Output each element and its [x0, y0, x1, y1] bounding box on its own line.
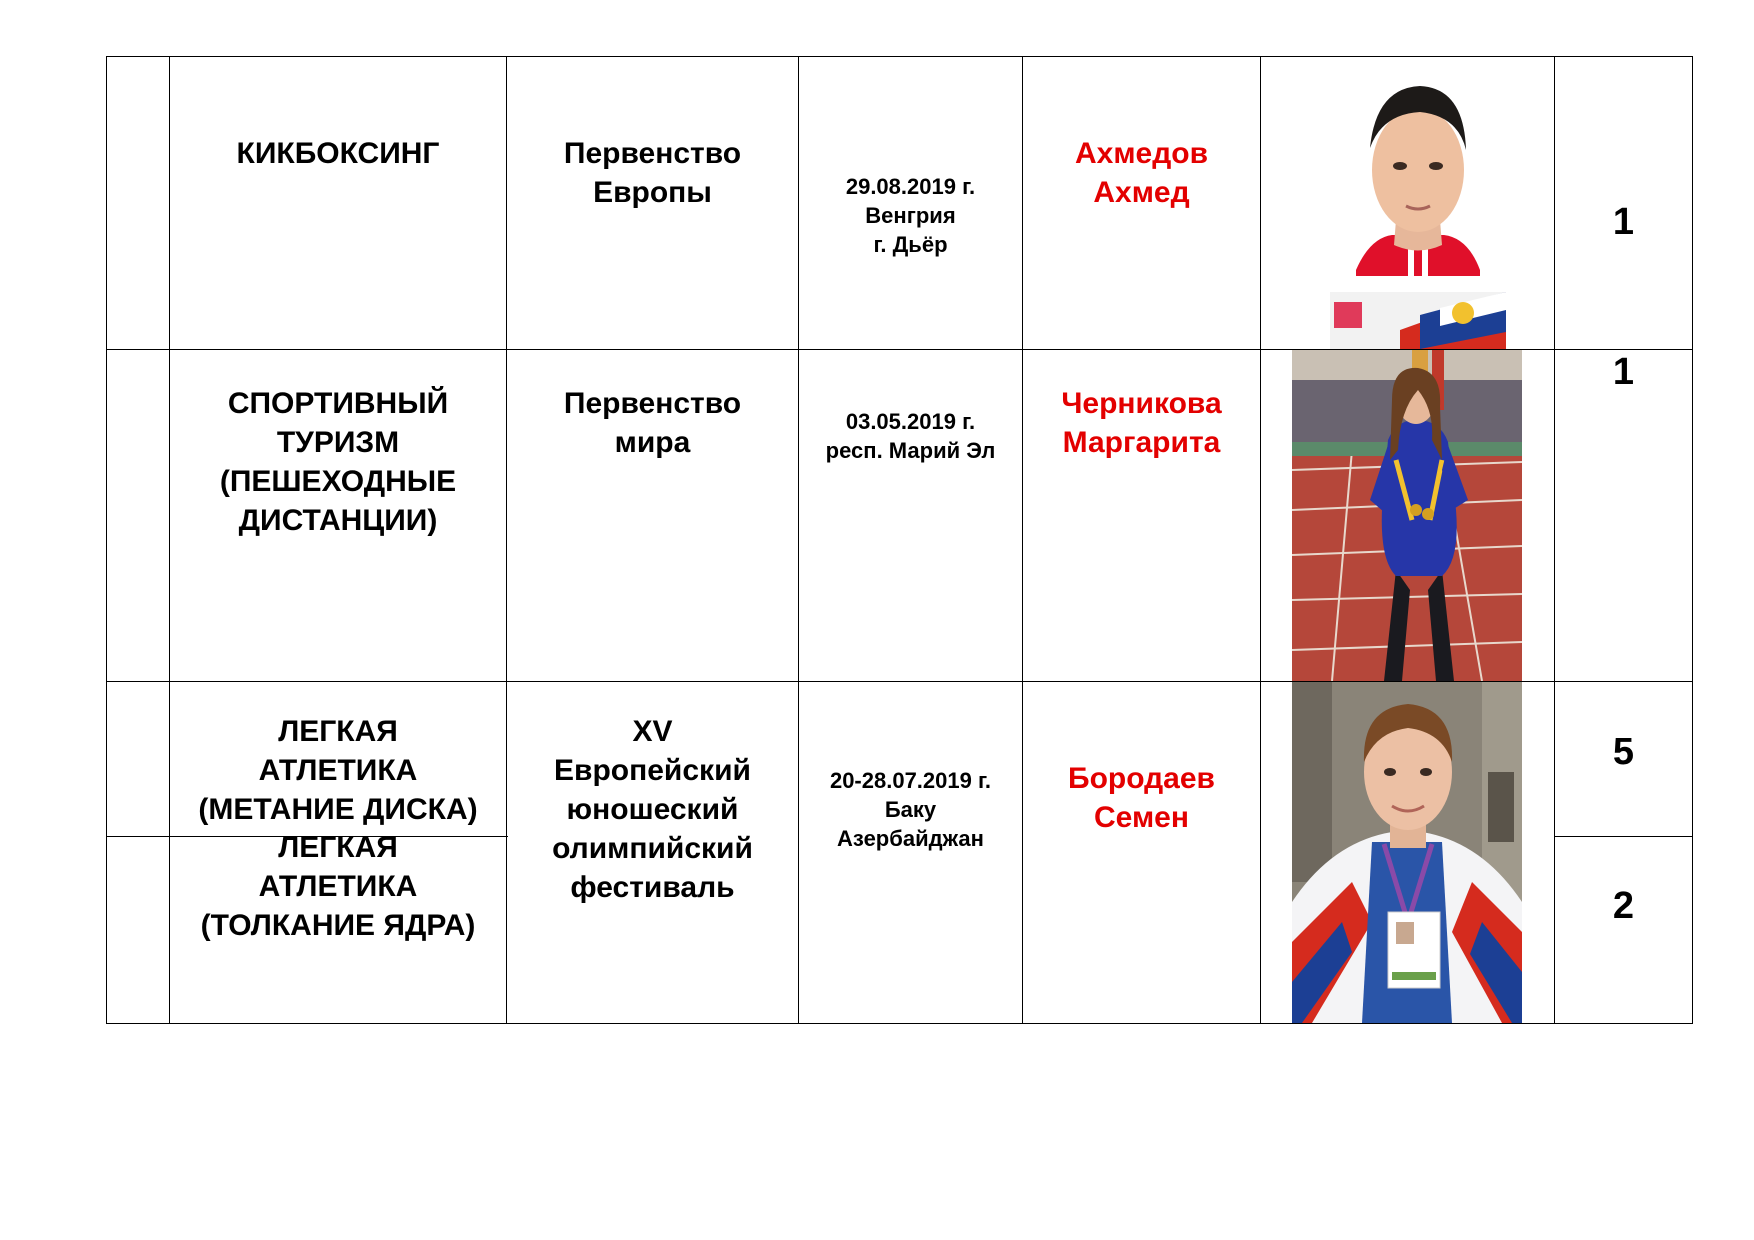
- competition-cell: [507, 712, 798, 907]
- sport-cell: [170, 384, 506, 540]
- date-place: 29.08.2019 г. Венгрия г. Дьёр: [845, 174, 976, 257]
- column-divider: [1260, 56, 1261, 1024]
- place-value: 1: [1612, 351, 1635, 393]
- sport-cell-discus: [170, 712, 506, 829]
- competition-cell: [507, 134, 798, 212]
- sport-name: КИКБОКСИНГ: [236, 137, 440, 170]
- athlete-cell: [1023, 759, 1260, 837]
- place-value: 5: [1612, 731, 1635, 773]
- competition-name: XV Европейский юношеский олимпийский фестиваль: [552, 715, 753, 904]
- table-border-top: [106, 56, 1693, 57]
- athlete-name: Черникова Маргарита: [1061, 387, 1222, 459]
- date-place: 03.05.2019 г. респ. Марий Эл: [825, 409, 996, 463]
- place-cell: [1555, 350, 1692, 394]
- athlete-cell: [1023, 384, 1260, 462]
- sport-name: СПОРТИВНЫЙ ТУРИЗМ (ПЕШЕХОДНЫЕ ДИСТАНЦИИ): [219, 387, 457, 537]
- date-place-cell: [799, 172, 1022, 259]
- competition-name: Первенство Европы: [563, 137, 742, 209]
- athlete-cell: [1023, 134, 1260, 212]
- subrow-divider: [1554, 836, 1693, 837]
- sport-cell: [170, 134, 506, 173]
- competition-name: Первенство мира: [563, 387, 742, 459]
- date-place-cell: [799, 407, 1022, 465]
- sport-name: ЛЕГКАЯ АТЛЕТИКА (ТОЛКАНИЕ ЯДРА): [200, 831, 476, 942]
- sport-cell-shot-put: [170, 828, 506, 945]
- place-value: 2: [1612, 885, 1635, 927]
- sport-name: ЛЕГКАЯ АТЛЕТИКА (МЕТАНИЕ ДИСКА): [198, 715, 478, 826]
- competition-cell: [507, 384, 798, 462]
- table-border-bottom: [106, 1023, 1693, 1024]
- athlete-name: Ахмедов Ахмед: [1074, 137, 1209, 209]
- athlete-photo: [1330, 70, 1506, 349]
- place-cell: [1555, 200, 1692, 244]
- athlete-photo: [1292, 682, 1522, 1023]
- table-border-left: [106, 56, 107, 1024]
- athlete-photo: [1292, 350, 1522, 681]
- date-place-cell: [799, 766, 1022, 853]
- place-cell-shot-put: [1555, 884, 1692, 928]
- date-place: 20-28.07.2019 г. Баку Азербайджан: [829, 768, 992, 851]
- athlete-name: Бородаев Семен: [1068, 762, 1215, 834]
- place-cell-discus: [1555, 730, 1692, 774]
- table-border-right: [1692, 56, 1693, 1024]
- place-value: 1: [1612, 201, 1635, 243]
